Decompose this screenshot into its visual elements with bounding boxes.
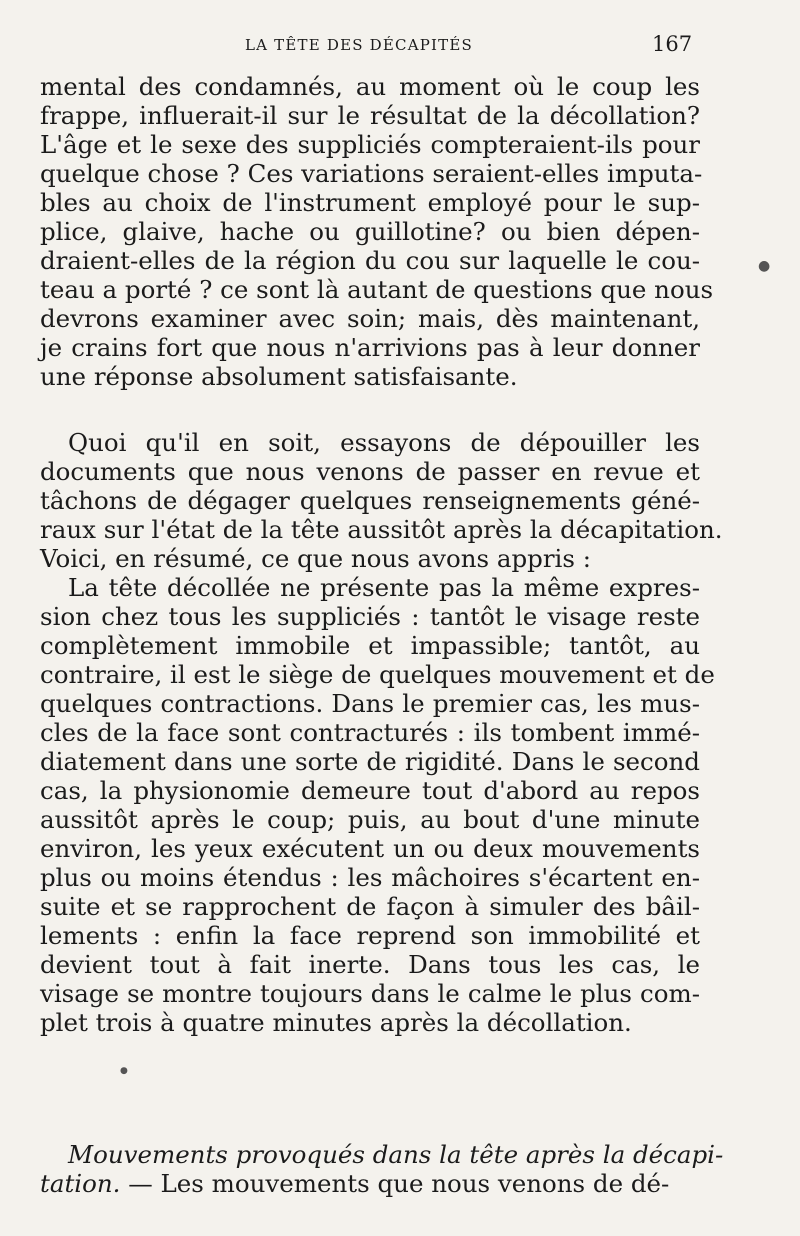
text-line: teau a porté ? ce sont là autant de questions que nous bbox=[40, 275, 714, 304]
text-line: je crains fort que nous n'arrivions pas à leur donner bbox=[40, 333, 700, 362]
text-line: cas, la physionomie demeure tout d'abord au repos bbox=[40, 776, 700, 805]
text-line: draient-elles de la région du cou sur laquelle le cou- bbox=[40, 246, 700, 275]
text-line: plice, glaive, hache ou guillotine? ou bien dépen- bbox=[40, 217, 700, 246]
paragraph-1 bbox=[40, 72, 714, 391]
text-line: documents que nous venons de passer en revue et bbox=[40, 457, 700, 486]
section-title-end: tation. bbox=[40, 1169, 121, 1198]
text-line: raux sur l'état de la tête aussitôt après la décapitation. bbox=[40, 515, 723, 544]
text-line: contraire, il est le siège de quelques mouvement et de bbox=[40, 660, 715, 689]
text-line: bles au choix de l'instrument employé pour le sup- bbox=[40, 188, 700, 217]
text-line: cles de la face sont contracturés : ils tombent immé- bbox=[40, 718, 700, 747]
paragraph-2 bbox=[40, 428, 723, 573]
text-line bbox=[40, 1169, 700, 1198]
text-line: plet trois à quatre minutes après la décollation. bbox=[40, 1008, 632, 1037]
text-line: devrons examiner avec soin; mais, dès maintenant, bbox=[40, 304, 700, 333]
text-line: Quoi qu'il en soit, essayons de dépouiller les bbox=[68, 428, 700, 457]
text-line: suite et se rapprochent de façon à simuler des bâil- bbox=[40, 892, 700, 921]
text-line: lements : enfin la face reprend son immobilité et bbox=[40, 921, 700, 950]
text-line: complètement immobile et impassible; tantôt, au bbox=[40, 631, 700, 660]
text-line: frappe, influerait-il sur le résultat de la décollation? bbox=[40, 101, 700, 130]
ink-speck: ● bbox=[120, 1066, 128, 1076]
text-line: tâchons de dégager quelques renseignements géné- bbox=[40, 486, 700, 515]
ink-speck: ● bbox=[758, 258, 771, 274]
text-line: visage se montre toujours dans le calme le plus com- bbox=[40, 979, 700, 1008]
text-line: quelque chose ? Ces variations seraient-elles imputa- bbox=[40, 159, 703, 188]
section-text: — Les mouvements que nous venons de dé- bbox=[120, 1169, 670, 1198]
text-line: Voici, en résumé, ce que nous avons appris : bbox=[40, 544, 591, 573]
text-line: plus ou moins étendus : les mâchoires s'écartent en- bbox=[40, 863, 700, 892]
running-title: LA TÊTE DES DÉCAPITÉS bbox=[245, 36, 473, 54]
section-title: Mouvements provoqués dans la tête après la décapi- bbox=[68, 1140, 724, 1169]
page-header bbox=[0, 30, 800, 60]
text-line: une réponse absolument satisfaisante. bbox=[40, 362, 518, 391]
paragraph-3 bbox=[40, 573, 715, 1037]
text-line: sion chez tous les suppliciés : tantôt le visage reste bbox=[40, 602, 700, 631]
text-line: aussitôt après le coup; puis, au bout d'une minute bbox=[40, 805, 700, 834]
text-line: La tête décollée ne présente pas la même expres- bbox=[68, 573, 700, 602]
text-line: quelques contractions. Dans le premier cas, les mus- bbox=[40, 689, 700, 718]
text-line: L'âge et le sexe des suppliciés compteraient-ils pour bbox=[40, 130, 700, 159]
text-line: environ, les yeux exécutent un ou deux mouvements bbox=[40, 834, 700, 863]
page-number: 167 bbox=[652, 32, 693, 56]
section-heading-paragraph bbox=[40, 1140, 724, 1198]
text-line: diatement dans une sorte de rigidité. Dans le second bbox=[40, 747, 700, 776]
text-line: devient tout à fait inerte. Dans tous les cas, le bbox=[40, 950, 700, 979]
text-line: mental des condamnés, au moment où le coup les bbox=[40, 72, 700, 101]
